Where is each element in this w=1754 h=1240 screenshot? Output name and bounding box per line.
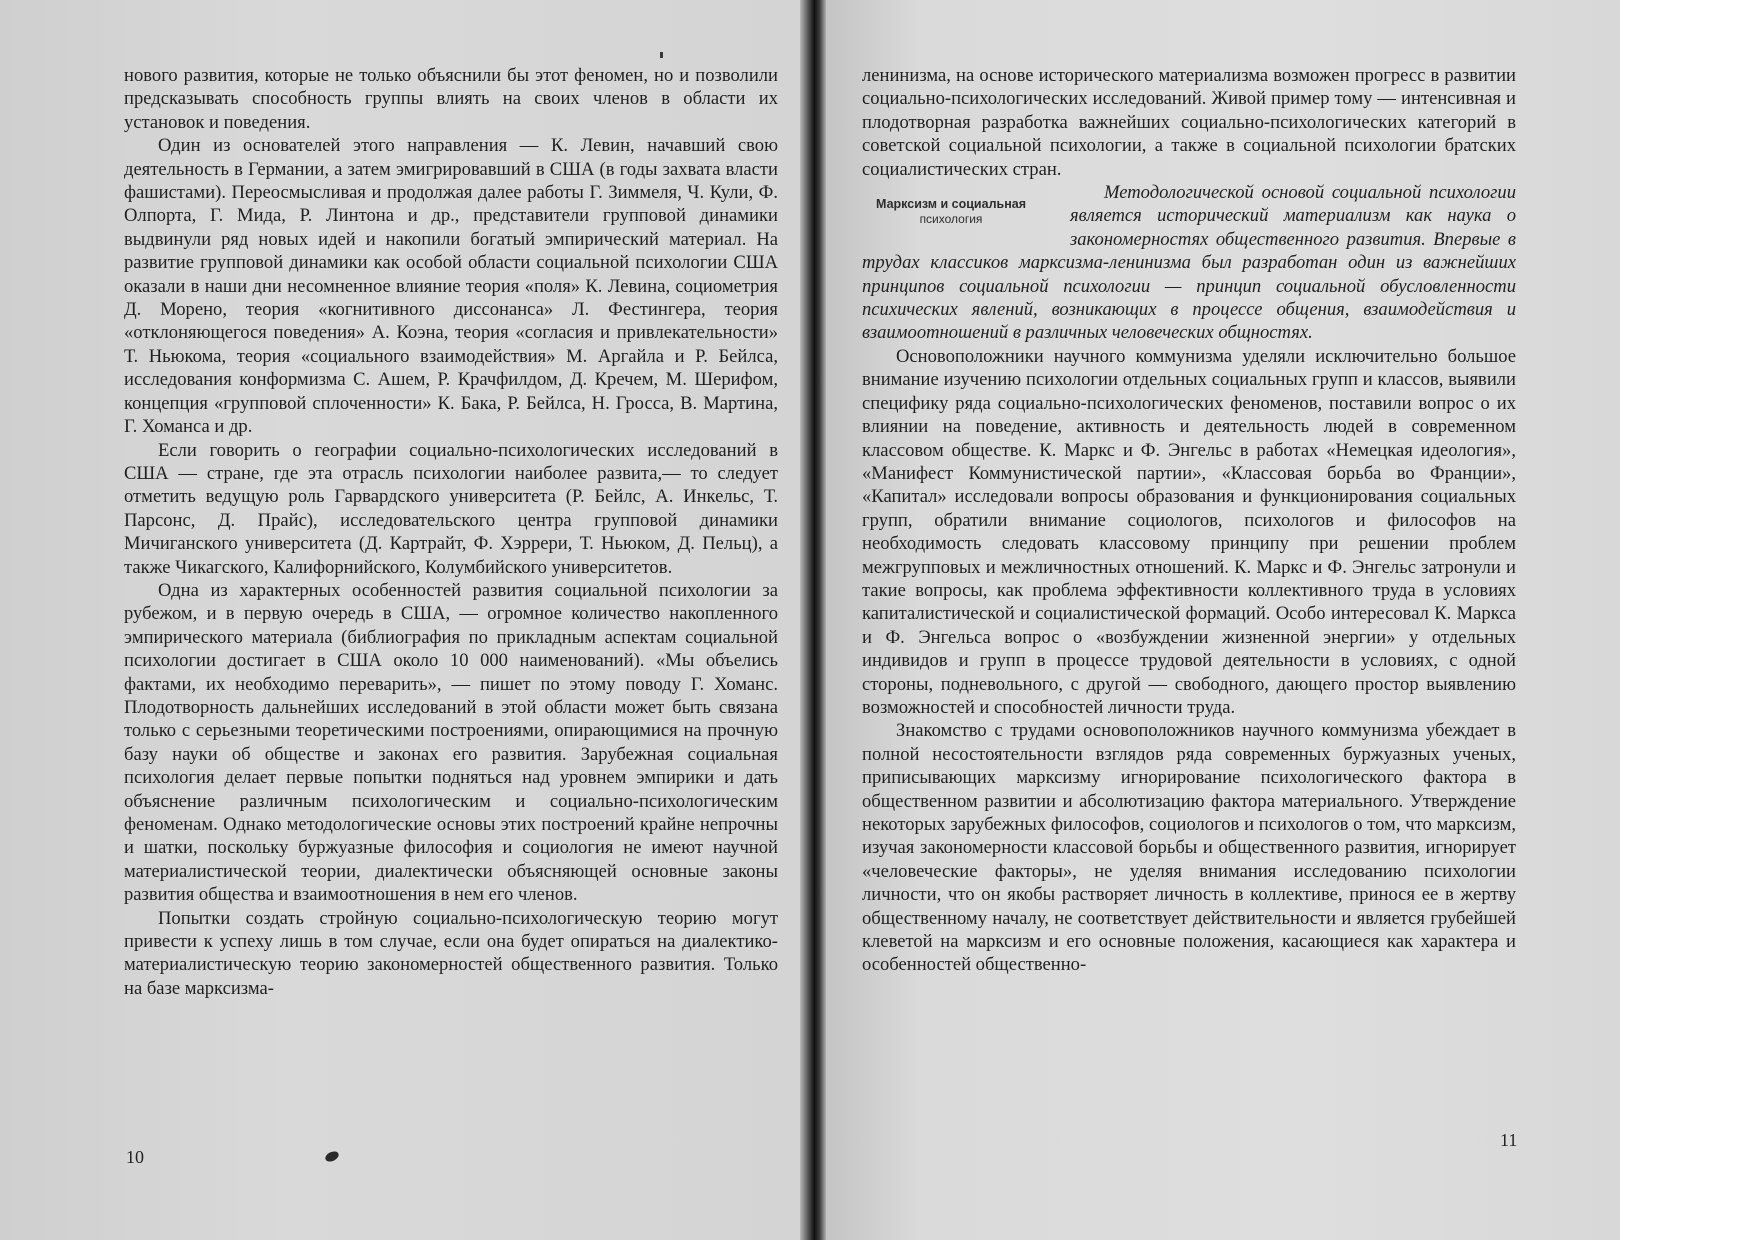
paragraph: Если говорить о географии социально-психологических исследований в США — стране, где эта отрасль психологии наиболее развита,— то следует отметить ведущую роль Гарвардского университета (Р. Бейлс, А. Инкельс, Т. Парсонс, Д. Прайс), исследовательского центра групповой динамики Мичиганского университета (Д. Картрайт, Ф. Хэррери, Т. Ньюком, Д. Пельц), а также Чикагского, Калифорнийского, Колумбийского университетов. bbox=[124, 439, 778, 578]
margin-heading-line: психология bbox=[919, 212, 983, 227]
paragraph: Знакомство с трудами основоположников научного коммунизма убеждает в полной несостоятельности взглядов ряда современных буржуазных ученых, приписывающих марксизму игнорирование психологического фактора в общественном развитии и абсолютизацию фактора материального. Утверждение некоторых зарубежных философов, социологов и психологов о том, что марксизм, изучая закономерности классовой борьбы и общественного развития, игнорирует «человеческие факторы», не уделяя внимания исследованию психологии личности, что он якобы растворяет личность в коллективе, принося ее в жертву общественному началу, не соответствует действительности и является грубейшей клеветой на марксизм и его основные положения, касающиеся как характера и особенностей общественно- bbox=[862, 720, 1516, 976]
section-paragraph: Методологической основой социальной психологии является исторический материализм как наука о закономерностях общественного развития. Впервые в трудах классиков марксизма-ленинизма был разработан один из важнейших принципов социальной психологии — принцип социальной обусловленности психических явлений, возникающих в процессе общения, взаимодействия и взаимоотношений в различных человеческих общностях. bbox=[862, 182, 1516, 344]
paragraph: Один из основателей этого направления — К. Левин, начавший свою деятельность в Германии, а затем эмигрировавший в США (в годы захвата власти фашистами). Переосмысливая и продолжая далее работы Г. Зиммеля, Ч. Кули, Ф. Олпорта, Г. Мида, Р. Линтона и др., представители групповой динамики выдвинули ряд новых идей и накопили богатый эмпирический материал. На развитие групповой динамики как особой области социальной психологии США оказали в наши дни несомненное влияние теория «поля» К. Левина, социометрия Д. Морено, теория «когнитивного диссонанса» Л. Фестингера, теория «отклоняющегося поведения» А. Коэна, теория «согласия и привлекательности» Т. Ньюкома, теория «социального взаимодействия» М. Аргайла и Р. Бейлса, исследования конформизма С. Ашем, Р. Крачфилдом, Д. Кречем, М. Шерифом, концепция «групповой сплоченности» К. Бака, Р. Бейлса, Н. Гросса, В. Мартина, Г. Хоманса и др. bbox=[124, 135, 778, 438]
paragraph: Одна из характерных особенностей развития социальной психологии за рубежом, и в первую очередь в США, — огромное количество накопленного эмпирического материала (библиография по прикладным аспектам социальной психологии достигает в США около 10 000 наименований). «Мы объелись фактами, их необходимо переварить», — пишет по этому поводу Г. Хоманс. Плодотворность дальнейших исследований в этой области может быть связана только с серьезными теоретическими построениями, опирающимися на прочную базу науки об обществе и законах его развития. Зарубежная социальная психология делает первые попытки подняться над уровнем эмпирики и дать объяснение различным психологическим и социально-психологическим феноменам. Однако методологические основы этих построений крайне непрочны и шатки, поскольку буржуазные философия и социология не имеют научной материалистической теории, диалектически объясняющей основные законы развития общества и взаимоотношения в нем его членов. bbox=[124, 579, 778, 906]
book-gutter bbox=[800, 0, 826, 1240]
margin-heading bbox=[846, 197, 1056, 227]
page-number-left: 10 bbox=[126, 1147, 144, 1167]
margin-heading-line: Марксизм и социальная bbox=[876, 197, 1026, 212]
paragraph: нового развития, которые не только объяснили бы этот феномен, но и позволили предсказывать способность группы влиять на своих членов в области их установок и поведения. bbox=[124, 65, 778, 133]
paragraph: Попытки создать стройную социально-психологическую теорию могут привести к успеху лишь в том случае, если она будет опираться на диалектико-материалистическую теорию закономерностей общественного развития. Только на базе марксизма- bbox=[124, 907, 778, 999]
left-page-text bbox=[124, 64, 778, 1000]
page-number-right: 11 bbox=[1500, 1130, 1518, 1150]
page-speck bbox=[660, 52, 663, 58]
paragraph: Основоположники научного коммунизма уделяли исключительно большое внимание изучению психологии отдельных социальных групп и классов, выявили специфику ряда социально-психологических феноменов, поставили вопрос о их влиянии на поведение, активность и деятельность людей в современном классовом обществе. К. Маркс и Ф. Энгельс в работах «Немецкая идеология», «Манифест Коммунистической партии», «Классовая борьба во Франции», «Капитал» исследовали вопросы образования и функционирования социальных групп, обратили внимание социологов, психологов и философов на необходимость следовать классовому принципу при решении проблем межгрупповых и межличностных отношений. К. Маркс и Ф. Энгельс затронули и такие вопросы, как проблема эффективности коллективного труда в условиях капиталистической и социалистической формаций. Особо интересовал К. Маркса и Ф. Энгельса вопрос о «возбуждении жизненной энергии» у отдельных индивидов и групп в процессе трудовой деятельности в условиях, с одной стороны, подневольного, с другой — свободного, дающего простор выявлению возможностей и способностей личности труда. bbox=[862, 345, 1516, 718]
right-page-text bbox=[862, 64, 1516, 977]
paragraph: ленинизма, на основе исторического материализма возможен прогресс в развитии социально-психологических исследований. Живой пример тому — интенсивная и плодотворная разработка важнейших социально-психологических категорий в советской социальной психологии, а также в социальной психологии братских социалистических стран. bbox=[862, 65, 1516, 180]
